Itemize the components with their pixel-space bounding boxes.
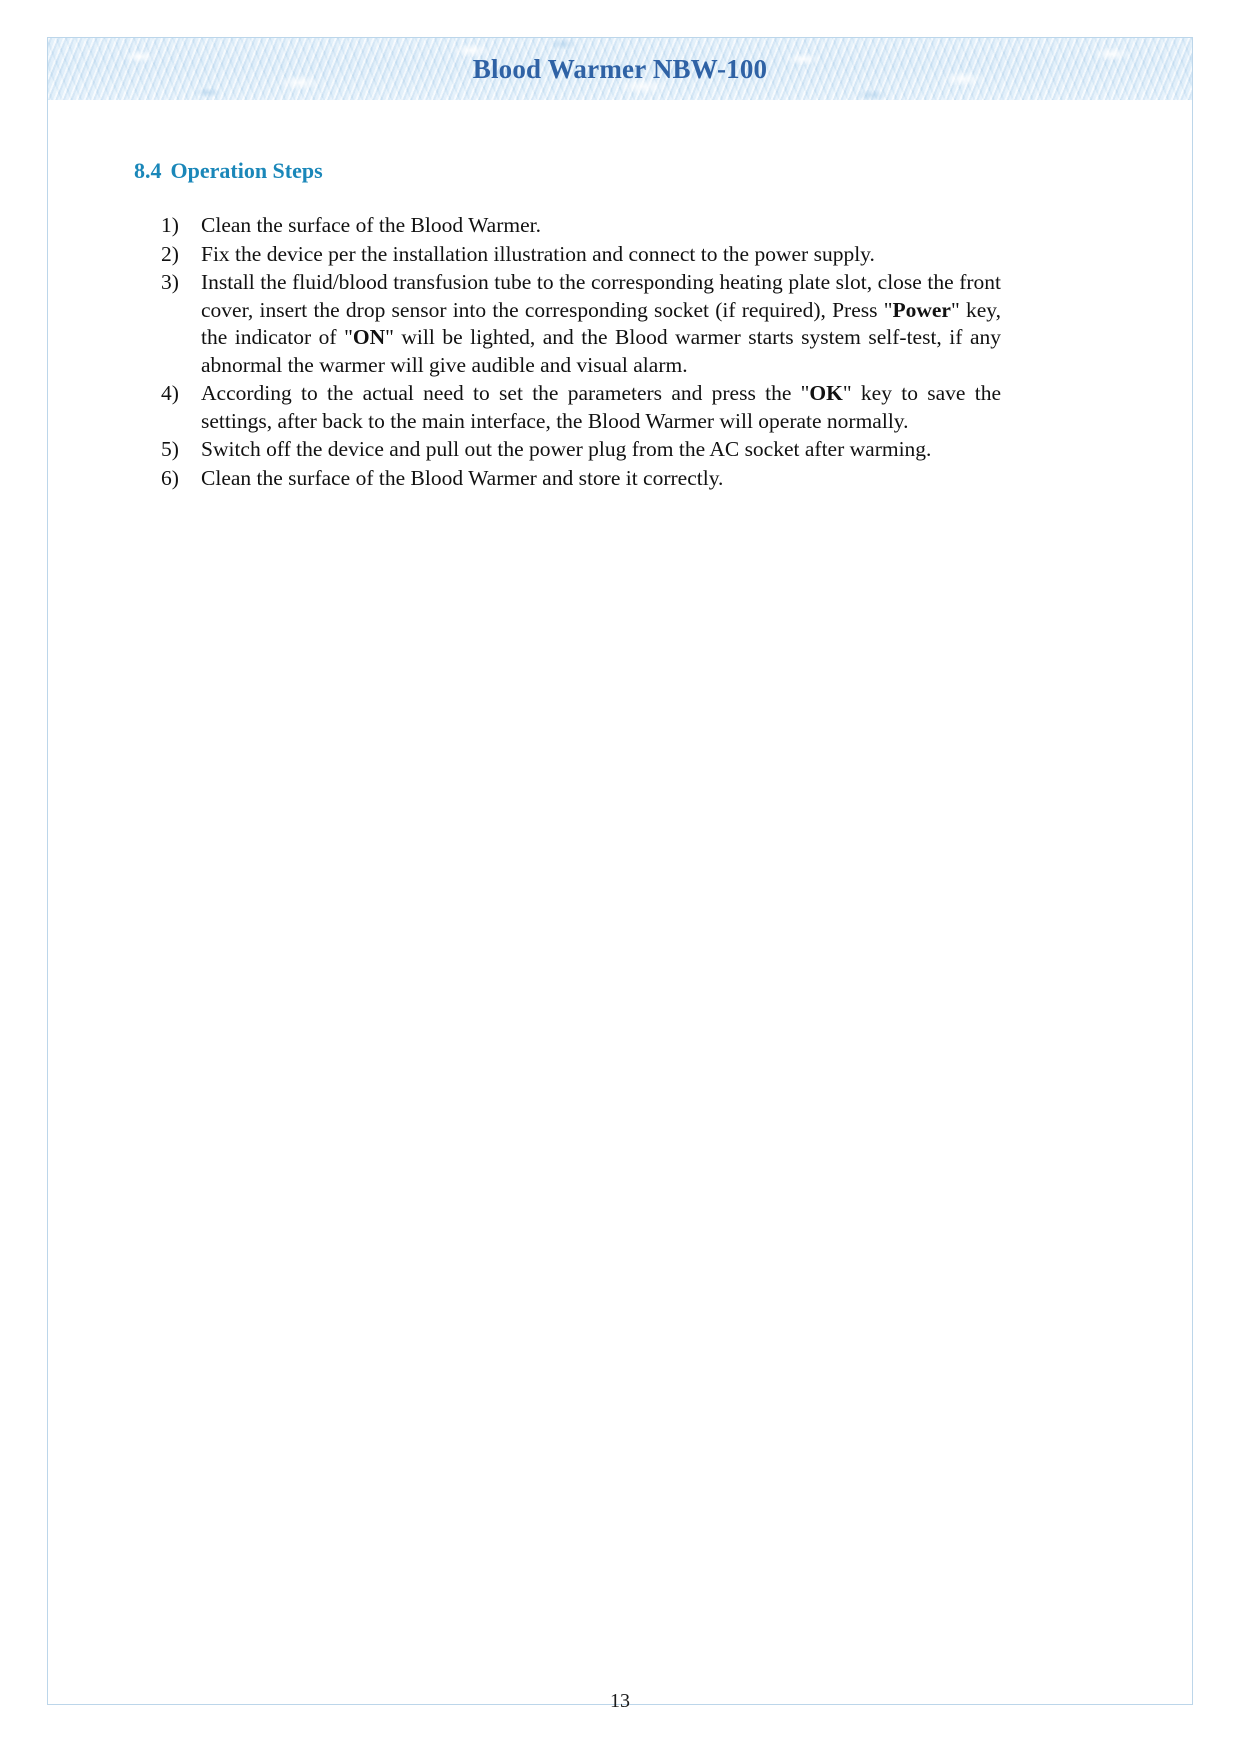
list-item (161, 212, 1001, 240)
list-item-text: Fix the device per the installation illustration and connect to the power supply. (201, 241, 875, 266)
list-item (161, 241, 1001, 269)
document-header-title: Blood Warmer NBW-100 (472, 54, 768, 84)
text-run: " key, the indicator of " (201, 297, 1001, 349)
list-item-text: Clean the surface of the Blood Warmer and store it correctly. (201, 465, 724, 490)
page-header-banner (48, 38, 1192, 100)
text-run: Install the fluid/blood transfusion tube to the corresponding heating plate slot, close the front cover, insert the drop sensor into the corresponding socket (if required), Press " (201, 270, 1001, 322)
list-item-text (201, 270, 1001, 377)
list-item-marker: 3) (161, 270, 179, 294)
page-content-area (48, 100, 1192, 1712)
list-item-marker: 2) (161, 241, 179, 266)
operation-steps-list (161, 212, 1001, 493)
list-item-marker: 1) (161, 213, 179, 237)
emphasized-key-name: Power (892, 297, 951, 322)
emphasized-key-name: ON (352, 325, 386, 349)
list-item-text: Clean the surface of the Blood Warmer. (201, 213, 541, 237)
list-item-text: Switch off the device and pull out the power plug from the AC socket after warming. (201, 437, 932, 461)
text-run: " key to save the settings, after back to the main interface, the Blood Warmer will operate normally. (201, 381, 1001, 433)
list-item (161, 269, 1001, 379)
page-number: 13 (610, 1690, 630, 1712)
list-item-marker: 4) (161, 381, 179, 405)
section-heading (134, 158, 323, 184)
emphasized-key-name: OK (809, 381, 843, 405)
list-item-marker: 5) (161, 437, 179, 461)
list-item (161, 436, 1001, 464)
list-item (161, 380, 1001, 435)
text-run: According to the actual need to set the parameters and press the " (201, 381, 810, 405)
list-item (161, 465, 1001, 493)
text-run: " will be lighted, and the Blood warmer starts system self-test, if any abnormal the warmer will give audible and visual alarm. (201, 325, 1001, 377)
section-number: 8.4 (134, 158, 162, 183)
list-item-text (201, 381, 1001, 433)
list-item-marker: 6) (161, 465, 179, 490)
section-title: Operation Steps (170, 158, 323, 183)
